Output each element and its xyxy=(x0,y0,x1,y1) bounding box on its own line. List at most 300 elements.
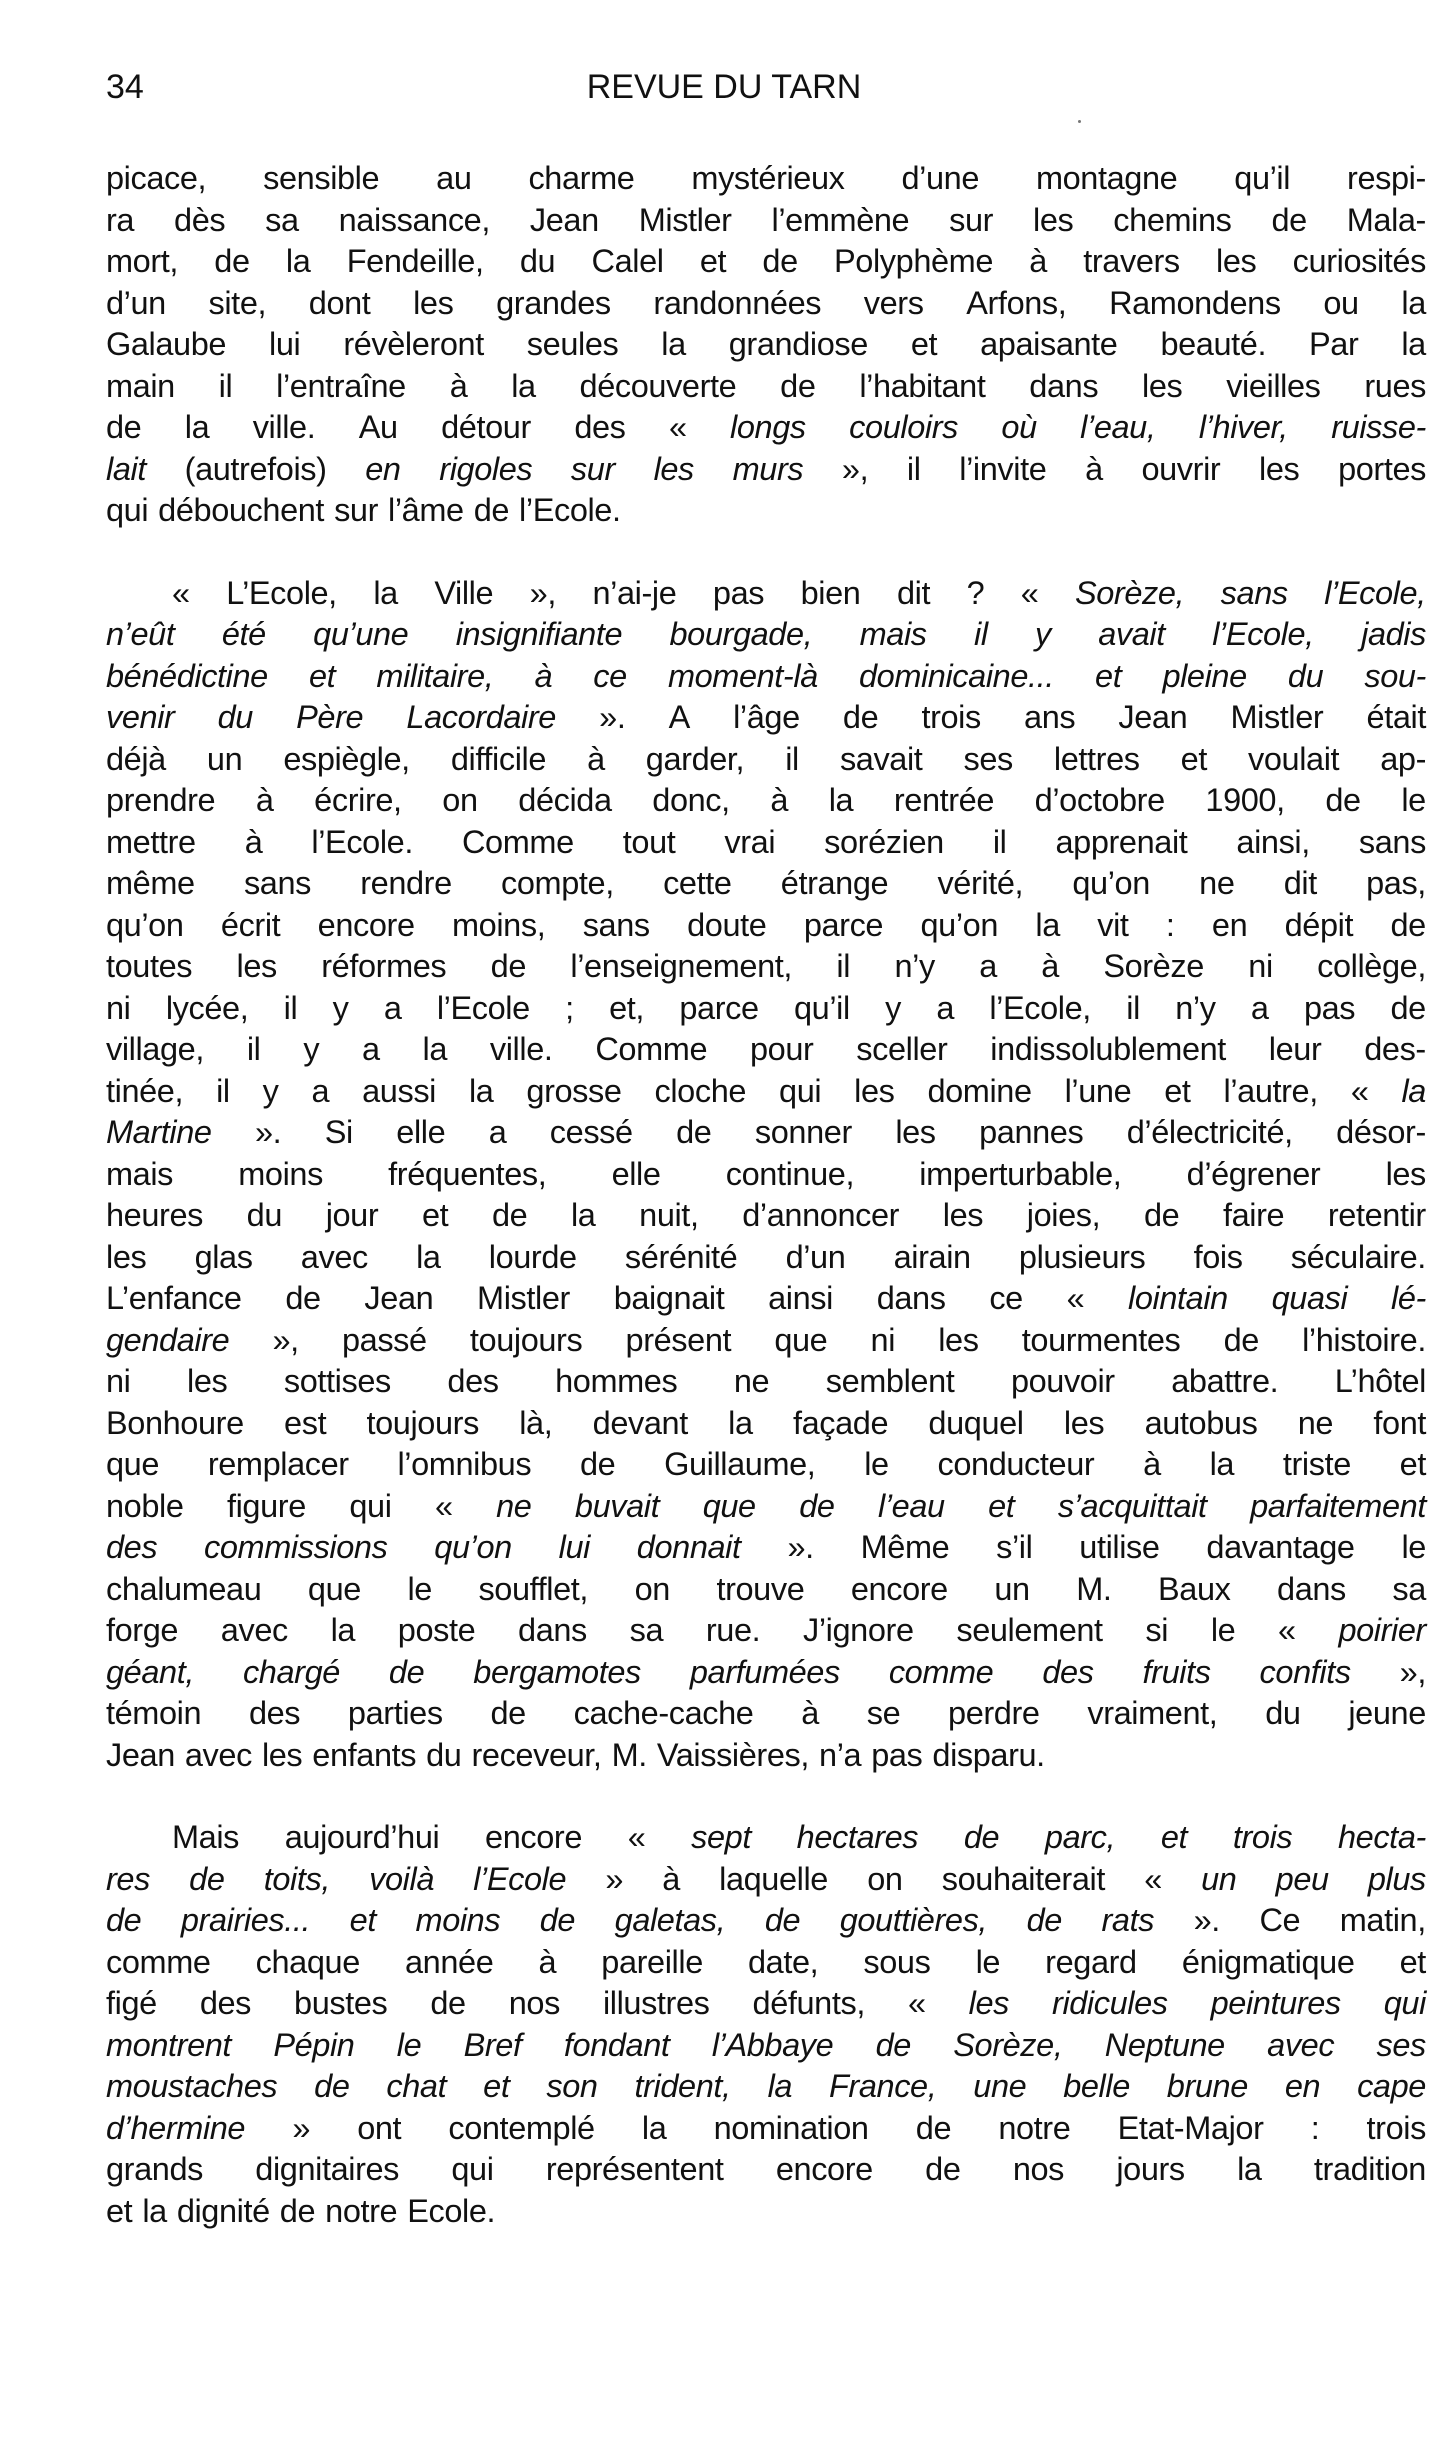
word: longs xyxy=(730,409,806,445)
word: retentir xyxy=(1327,1197,1426,1233)
word: en xyxy=(365,450,401,487)
word: chemins xyxy=(1113,201,1232,238)
word: » xyxy=(605,1860,624,1897)
word: nomination xyxy=(713,2109,869,2146)
word: montrent xyxy=(106,2026,232,2063)
word: défunts, xyxy=(752,1985,865,2021)
word: qui xyxy=(106,492,149,528)
word: sans xyxy=(582,906,650,943)
word: laquelle xyxy=(719,1860,828,1897)
word: ainsi, xyxy=(1236,823,1310,860)
word: compte, xyxy=(501,865,614,901)
word: « xyxy=(1066,1280,1085,1316)
word: en xyxy=(1211,906,1248,943)
word: à xyxy=(538,1943,557,1980)
word: pas xyxy=(712,574,765,611)
word: conducteur xyxy=(937,1446,1095,1482)
text-line xyxy=(106,1112,1426,1154)
word: de xyxy=(490,948,527,984)
word: et xyxy=(699,243,727,279)
word: a xyxy=(311,1072,330,1109)
word: de xyxy=(539,1902,576,1938)
word: faire xyxy=(1222,1197,1285,1233)
word: du xyxy=(246,1197,283,1233)
word: d’annoncer xyxy=(742,1197,900,1233)
word: doute xyxy=(687,906,767,943)
word: notre xyxy=(325,2192,398,2229)
word: cache-cache xyxy=(573,1695,754,1731)
word: illustres xyxy=(602,1985,710,2021)
word: gendaire xyxy=(106,1321,230,1358)
word: au xyxy=(436,160,472,196)
word: de xyxy=(214,243,250,279)
word: même xyxy=(106,865,195,901)
word: collège, xyxy=(1317,948,1426,984)
word: de xyxy=(106,409,142,445)
word: pour xyxy=(749,1031,814,1067)
word: de xyxy=(915,2109,952,2146)
word: des xyxy=(574,409,626,445)
word: à xyxy=(801,1695,819,1731)
word: de xyxy=(1390,989,1426,1026)
word: sans xyxy=(243,865,311,901)
word: voulait xyxy=(1248,740,1340,777)
word: les xyxy=(1033,201,1074,238)
word: passé xyxy=(341,1321,427,1358)
word: » xyxy=(292,2109,310,2146)
word: de xyxy=(1143,1197,1180,1233)
text-line xyxy=(106,2191,1426,2233)
word: de xyxy=(875,2026,911,2063)
word: moins xyxy=(238,1155,323,1192)
word: sur xyxy=(949,201,994,238)
word: jeune xyxy=(1348,1695,1426,1731)
word: trouve xyxy=(716,1570,805,1607)
word: Guillaume, xyxy=(664,1446,816,1482)
word: une xyxy=(973,2068,1027,2104)
text-line xyxy=(106,1403,1426,1445)
text-line xyxy=(106,1320,1426,1362)
word: Martine xyxy=(106,1114,212,1150)
text-line xyxy=(106,1983,1426,2025)
word: et xyxy=(106,2192,133,2229)
word: d’un xyxy=(785,1238,846,1275)
word: lui xyxy=(558,1529,590,1565)
word: un xyxy=(1201,1860,1237,1897)
word: « xyxy=(668,409,687,445)
text-line xyxy=(106,614,1426,656)
word: trident, xyxy=(634,2068,731,2104)
word: à xyxy=(244,823,263,860)
word: a xyxy=(936,989,955,1026)
word: sensible xyxy=(263,160,380,196)
word: buvait xyxy=(574,1487,660,1524)
word: s’acquittait xyxy=(1057,1487,1207,1524)
text-line xyxy=(106,158,1426,200)
word: il xyxy=(246,1031,261,1067)
word: et, xyxy=(609,989,645,1026)
word: est xyxy=(284,1404,327,1441)
word: il xyxy=(218,367,233,404)
word: venir xyxy=(106,699,175,735)
word: représentent xyxy=(545,2151,724,2187)
word: dans xyxy=(518,1612,587,1648)
word: M. xyxy=(611,1736,647,1773)
word: les xyxy=(653,450,694,487)
word: et xyxy=(349,1902,376,1938)
word: M. xyxy=(1076,1570,1112,1607)
word: hectares xyxy=(796,1819,919,1855)
text-line xyxy=(106,1486,1426,1528)
word: ni xyxy=(106,1363,131,1399)
word: l’eau, xyxy=(1080,409,1156,445)
word: façade xyxy=(792,1404,889,1441)
word: soufflet, xyxy=(478,1570,589,1607)
word: Polyphème xyxy=(834,243,994,279)
word: bustes xyxy=(294,1985,388,2021)
word: l’enseignement, xyxy=(570,948,793,984)
word: les xyxy=(895,1114,936,1150)
word: lait xyxy=(106,450,146,487)
word: moins, xyxy=(452,906,546,943)
word: que xyxy=(307,1570,361,1607)
word: grosse xyxy=(526,1072,622,1109)
word: ainsi xyxy=(768,1280,833,1316)
word: la xyxy=(422,1031,448,1067)
word: décida xyxy=(518,782,612,818)
text-line xyxy=(106,656,1426,698)
text-line xyxy=(106,1029,1426,1071)
word: on xyxy=(634,1570,670,1607)
word: ; xyxy=(565,989,574,1026)
word: le xyxy=(1401,1529,1426,1565)
word: trois xyxy=(1366,2109,1426,2146)
word: sa xyxy=(629,1612,664,1648)
word: davantage xyxy=(1206,1529,1355,1565)
word: l’Ecole xyxy=(473,1860,567,1897)
word: ». xyxy=(787,1529,814,1565)
word: couloirs xyxy=(849,409,958,445)
word: », xyxy=(529,574,556,611)
text-line xyxy=(106,1527,1426,1569)
word: de xyxy=(491,1197,528,1233)
word: son xyxy=(546,2068,598,2104)
word: de xyxy=(285,1280,321,1316)
word: à xyxy=(255,782,274,818)
word: des xyxy=(199,1985,252,2021)
word: les xyxy=(261,1736,303,1773)
text-line xyxy=(106,1735,1426,1777)
word: ont xyxy=(357,2109,402,2146)
word: « xyxy=(1020,574,1039,611)
word: Fendeille, xyxy=(346,243,484,279)
word: de xyxy=(1271,201,1307,238)
word: sonner xyxy=(754,1114,852,1150)
word: année xyxy=(405,1943,494,1980)
word: chat xyxy=(386,2068,447,2104)
word: tradition xyxy=(1313,2151,1426,2187)
word: sa xyxy=(1392,1570,1426,1607)
word: fondant xyxy=(563,2026,670,2063)
word: airain xyxy=(893,1238,971,1275)
word: n’eût xyxy=(106,616,175,652)
word: désor- xyxy=(1336,1114,1426,1150)
word: Sorèze xyxy=(1103,948,1204,984)
word: toujours xyxy=(469,1321,583,1358)
word: a xyxy=(362,1031,380,1067)
word: insignifiante xyxy=(455,616,623,652)
word: ne xyxy=(1199,865,1235,901)
word: mystérieux xyxy=(691,160,845,196)
word: chalumeau xyxy=(106,1570,262,1607)
word: pouvoir xyxy=(1010,1363,1115,1399)
word: la xyxy=(184,409,210,445)
word: l’âme xyxy=(388,492,464,528)
word: se xyxy=(866,1695,901,1731)
word: ni xyxy=(1248,948,1273,984)
word: grandes xyxy=(496,284,611,321)
word: la xyxy=(1035,906,1060,943)
word: portes xyxy=(1338,450,1426,487)
word: dans xyxy=(876,1280,946,1316)
word: chargé xyxy=(242,1653,340,1690)
paragraph xyxy=(106,573,1426,1777)
word: l’âge xyxy=(733,699,800,735)
word: nos xyxy=(1012,2151,1065,2187)
word: et xyxy=(483,2068,510,2104)
word: ses xyxy=(963,740,1013,777)
word: autobus xyxy=(1144,1404,1258,1441)
word: matin, xyxy=(1339,1902,1426,1938)
word: et xyxy=(988,1487,1015,1524)
word: montagne xyxy=(1035,160,1178,196)
word: devant xyxy=(592,1404,688,1441)
word: charme xyxy=(528,160,635,196)
word: étrange xyxy=(780,865,889,901)
word: à xyxy=(1041,948,1059,984)
word: déjà xyxy=(106,740,166,777)
word: lourde xyxy=(488,1238,577,1275)
word: bourgade, xyxy=(669,616,813,652)
text-line xyxy=(106,1859,1426,1901)
word: ni xyxy=(106,989,131,1026)
word: moustaches xyxy=(106,2068,278,2104)
word: murs xyxy=(732,450,804,487)
word: qui xyxy=(779,1072,822,1109)
word: des xyxy=(248,1695,301,1731)
word: dominicaine... xyxy=(858,657,1054,694)
word: qu’une xyxy=(313,616,409,652)
word: la xyxy=(828,782,854,818)
word: l’une xyxy=(1064,1072,1132,1109)
word: elle xyxy=(396,1114,446,1150)
word: disparu. xyxy=(932,1736,1045,1773)
word: hommes xyxy=(555,1363,678,1399)
word: de xyxy=(925,2151,961,2187)
word: plus xyxy=(1367,1860,1426,1897)
word: contemplé xyxy=(448,2109,595,2146)
word: grandiose xyxy=(728,326,868,362)
word: apprenait xyxy=(1055,823,1188,860)
word: Mais xyxy=(172,1819,240,1855)
word: Lacordaire xyxy=(406,699,556,735)
text-line xyxy=(106,697,1426,739)
word: y xyxy=(885,989,901,1026)
word: à xyxy=(770,782,789,818)
word: baignait xyxy=(613,1280,725,1316)
text-line xyxy=(106,1071,1426,1113)
text-line xyxy=(106,2025,1426,2067)
word: vieilles xyxy=(1226,367,1321,404)
word: A xyxy=(668,699,690,735)
word: l’emmène xyxy=(771,201,910,238)
word: ne xyxy=(496,1487,532,1524)
word: respi- xyxy=(1347,160,1426,196)
word: Même xyxy=(860,1529,950,1565)
word: J’ignore xyxy=(803,1612,914,1648)
word: « xyxy=(907,1985,926,2021)
word: abattre. xyxy=(1171,1363,1279,1399)
word: les xyxy=(187,1363,228,1399)
word: cape xyxy=(1357,2068,1426,2104)
word: pannes xyxy=(979,1114,1084,1150)
word: Ville xyxy=(434,574,494,611)
word: de xyxy=(106,1902,142,1938)
word: dignitaires xyxy=(255,2151,400,2187)
text-line xyxy=(106,1444,1426,1486)
word: du xyxy=(1265,1695,1301,1731)
word: sans xyxy=(1358,823,1426,860)
word: commissions xyxy=(204,1529,388,1565)
word: travers xyxy=(1083,243,1180,279)
word: glas xyxy=(194,1238,253,1275)
word: vit xyxy=(1097,906,1129,943)
word: dit xyxy=(1283,865,1317,901)
word: sans xyxy=(1220,574,1288,611)
word: sérénité xyxy=(624,1238,738,1275)
word: indissolublement xyxy=(990,1031,1226,1067)
word: on xyxy=(867,1860,903,1897)
word: Bonhoure xyxy=(106,1404,244,1441)
word: mais xyxy=(106,1155,174,1192)
word: les xyxy=(1142,367,1183,404)
word: rendre xyxy=(360,865,452,901)
word: noble xyxy=(106,1487,184,1524)
word: pleine xyxy=(1162,657,1247,694)
word: tourmentes xyxy=(1021,1321,1181,1358)
word: cloche xyxy=(654,1072,747,1109)
word: qu’on xyxy=(434,1529,512,1565)
word: et xyxy=(1160,1819,1188,1855)
word: parc, xyxy=(1044,1819,1116,1855)
word: de xyxy=(762,243,798,279)
word: peu xyxy=(1275,1860,1329,1897)
word: et xyxy=(1399,1943,1426,1980)
word: et xyxy=(421,1197,449,1233)
word: qui xyxy=(1383,1985,1426,2021)
word: il xyxy=(785,740,799,777)
word: sa xyxy=(265,201,299,238)
word: figure xyxy=(226,1487,306,1524)
word: s’il xyxy=(996,1529,1033,1565)
word: rigoles xyxy=(439,450,533,487)
word: prendre xyxy=(106,782,216,818)
word: poirier xyxy=(1338,1612,1426,1648)
word: nos xyxy=(508,1985,560,2021)
word: de xyxy=(279,2192,316,2229)
word: Vaissières, xyxy=(656,1736,810,1773)
word: Jean xyxy=(1118,699,1188,735)
word: Galaube xyxy=(106,326,227,362)
word: détour xyxy=(441,409,531,445)
word: belle xyxy=(1063,2068,1130,2104)
text-line xyxy=(106,407,1426,449)
word: hecta- xyxy=(1337,1819,1426,1855)
word: prairies... xyxy=(180,1902,311,1938)
word: rats xyxy=(1101,1902,1155,1938)
word: donc, xyxy=(652,782,730,818)
word: voilà xyxy=(369,1860,434,1897)
word: peintures xyxy=(1210,1985,1341,2021)
text-line xyxy=(106,366,1426,408)
word: receveur, xyxy=(471,1736,602,1773)
word: galetas, xyxy=(614,1902,726,1938)
word: de xyxy=(1390,906,1426,943)
word: témoin xyxy=(106,1695,202,1731)
word: Comme xyxy=(595,1031,708,1067)
word: toits, xyxy=(263,1860,330,1897)
word: », xyxy=(841,450,869,487)
word: leur xyxy=(1268,1031,1322,1067)
text-line xyxy=(106,490,1426,532)
word: y xyxy=(1035,616,1051,652)
text-line xyxy=(106,1278,1426,1320)
word: on xyxy=(442,782,478,818)
word: parfaitement xyxy=(1250,1487,1426,1524)
word: les xyxy=(1063,1404,1105,1441)
word: sur xyxy=(570,450,615,487)
word: l’Abbaye xyxy=(711,2026,834,2063)
word: l’Ecole. xyxy=(311,823,413,860)
word: seules xyxy=(526,326,619,362)
text-line xyxy=(106,822,1426,864)
word: il xyxy=(216,1072,230,1109)
word: séculaire. xyxy=(1290,1238,1426,1275)
word: de xyxy=(430,1985,466,2021)
word: a xyxy=(488,1114,507,1150)
word: a xyxy=(1250,989,1269,1026)
word: qu’on xyxy=(1072,865,1150,901)
word: d’électricité, xyxy=(1126,1114,1293,1150)
word: a xyxy=(383,989,402,1026)
word: de xyxy=(780,367,816,404)
word: l’Ecole. xyxy=(519,492,621,528)
word: curiosités xyxy=(1292,243,1426,279)
word: la xyxy=(1401,1072,1426,1109)
word: encore xyxy=(850,1570,948,1607)
word: 1900, xyxy=(1205,782,1285,818)
word: sur xyxy=(334,492,379,528)
word: du xyxy=(519,243,556,279)
word: que xyxy=(702,1487,756,1524)
word: il xyxy=(283,989,298,1026)
word: n’ai-je xyxy=(592,574,677,611)
word: plusieurs xyxy=(1018,1238,1146,1275)
word: de xyxy=(1223,1321,1259,1358)
word: que xyxy=(106,1446,160,1482)
word: chaque xyxy=(255,1943,360,1980)
word: dignité xyxy=(176,2192,270,2229)
